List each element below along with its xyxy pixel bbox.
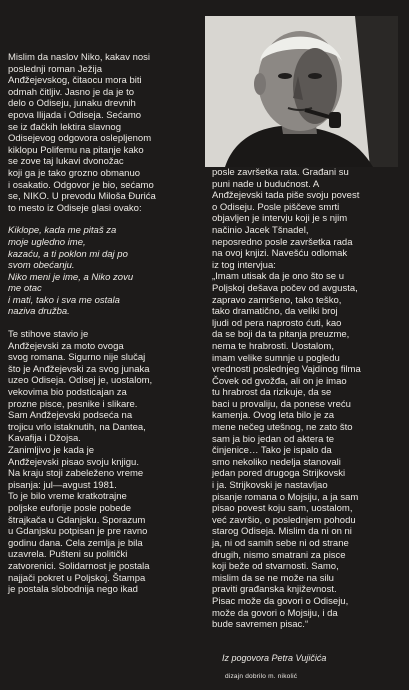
right-interview-line: ja, ni od samih sebe ni od strane — [212, 538, 349, 549]
left-body-line: Anđžejevski za moto ovoga — [8, 340, 124, 352]
right-interview-line: nema te hrabrosti. Uostalom, — [212, 340, 334, 352]
left-body-line: pisanja: jul—avgust 1981. — [8, 479, 117, 491]
left-body-line: Te stihove stavio je — [8, 329, 89, 341]
left-intro-line: Anđžejevskog, čitaocu mora biti — [8, 75, 142, 87]
right-interview-line: objavljen je intervju koji je s njim — [212, 213, 348, 225]
left-verse-line: i mati, tako i sva me ostala — [8, 294, 120, 306]
right-interview-line: smo nekoliko nedelja stanovali — [212, 456, 341, 468]
right-interview-line: već završio, o poslednjem pohodu — [212, 514, 356, 526]
left-intro-line: se, NIKO. U prevodu Miloša Đurića — [8, 191, 156, 203]
left-intro-line: odmah čitljiv. Jasno je da je to — [8, 86, 135, 98]
left-body-line: uzavrela. Pušteni su politički — [8, 549, 128, 561]
right-interview-line: tako dramatično, da veliki broj — [212, 306, 338, 318]
left-body-line: Na kraju stoji zabeleženo vreme — [8, 468, 144, 480]
left-body-line: zatvorenici. Solidarnost je postala — [8, 560, 150, 572]
author-portrait — [205, 16, 398, 167]
left-body-line: poljske euforije posle pobede — [8, 502, 132, 514]
right-interview-line: neposredno posle završetka rada — [212, 236, 353, 248]
left-body-line: Zanimljivo je kada je — [8, 445, 95, 456]
right-interview-line: činjenice… Tako je ispalo da — [212, 445, 332, 457]
right-interview-line: na ovoj knjizi. Navešću odlomak — [212, 248, 348, 260]
left-intro-line: to mesto iz Odiseje glasi ovako: — [8, 202, 142, 214]
right-interview-line: i ja. Strijkovski je nastavljao — [212, 480, 328, 492]
right-interview-line: koji beže od stvarnosti. Samo, — [212, 561, 339, 573]
left-verse-line: me otac — [8, 283, 42, 295]
right-interview-line: Anđžejevski tada piše svoju povest — [212, 190, 360, 202]
right-interview-line: Pisac može da govori o Odiseju, — [212, 595, 349, 607]
right-interview-line: baci u provaliju, da ponese vreću — [212, 398, 351, 410]
right-interview-line: puni nade u budućnost. A — [212, 178, 320, 190]
right-interview-line: vrednosti poslednjeg Vajdinog filma — [212, 364, 361, 376]
left-paragraph-intro — [8, 52, 207, 214]
left-body-line: uzeo Odiseja. Odisej je, uostalom, — [8, 375, 153, 387]
right-text-column — [212, 167, 398, 631]
left-intro-line: i osakatio. Odgovor je bio, sećamo — [8, 179, 154, 191]
right-interview-line: imam velike sumnje u pogledu — [212, 352, 340, 364]
left-verse-line: Niko meni je ime, a Niko zovu — [8, 271, 134, 283]
right-interview-line: o Odiseju. Posle piščeve smrti — [212, 201, 340, 213]
left-body-line: u Gdanjsku potpisan je pre ravno — [8, 526, 148, 538]
left-intro-line: poslednji roman Ježija — [8, 63, 102, 75]
right-interview-line: Čovek od gvožđa, ali on je imao — [212, 375, 347, 387]
left-body-line: vekovima bio podsticajan za — [8, 387, 127, 399]
right-interview-line: pisanje romana o Mojsiju, a ja sam — [212, 491, 359, 503]
right-interview-line: „Imam utisak da je ono što se u — [212, 271, 345, 283]
right-interview-line: sam ja bio jedan od aktera te — [212, 433, 334, 445]
right-interview-line: ljudi od pera naprosto ćuti, kao — [212, 317, 342, 329]
right-interview-line: pisao povest koju sam, uostalom, — [212, 503, 353, 515]
left-body-line: prozne pisce, pesnike i slikare. — [8, 398, 138, 410]
left-body-line: godinu dana. Cela zemlja je bila — [8, 537, 143, 549]
left-verse-quote — [8, 225, 207, 318]
author-portrait-image — [205, 16, 398, 167]
right-interview-line: bude savremen pisac.“ — [212, 619, 309, 631]
left-intro-line: Mislim da naslov Niko, kakav nosi — [8, 52, 151, 63]
right-interview-line: tu hrabrost da rizikuje, da se — [212, 387, 332, 399]
left-intro-line: kiklopu Polifemu na pitanje kako — [8, 144, 144, 156]
left-body-line: trojicu vrlo istaknutih, na Dantea, — [8, 421, 146, 433]
left-verse-line: svom obećanju. — [8, 260, 75, 272]
left-intro-line: Odisejevog odgovora oslepljenom — [8, 133, 152, 145]
left-body-line: svog romana. Sigurno nije slučaj — [8, 352, 146, 364]
right-interview-line: iz tog intervjua: — [212, 259, 276, 271]
right-interview-line: posle završetka rata. Građani su — [212, 167, 349, 178]
left-body-line: To je bilo vreme kratkotrajne — [8, 491, 127, 503]
right-interview-line: drugih, nismo smatrani za pisce — [212, 549, 346, 561]
left-intro-line: se zove taj lukavi dvonožac — [8, 156, 124, 168]
right-paragraph-interview — [212, 167, 398, 631]
left-intro-line: koji ga je tako grozno obmanuo — [8, 167, 141, 179]
right-interview-line: mislim da se ne može na silu — [212, 572, 334, 584]
right-interview-line: kamenja. Ovog leta bilo je za — [212, 410, 334, 422]
right-interview-line: da se boji da ta pitanja preuzme, — [212, 329, 350, 341]
left-text-column — [8, 52, 207, 596]
left-paragraph-body — [8, 329, 207, 596]
left-body-line: najjači pokret u Poljskoj. Štampa — [8, 572, 146, 584]
right-interview-line: starog Odiseja. Mislim da ni on ni — [212, 526, 352, 538]
left-intro-line: se iz đačkih lektira slavnog — [8, 121, 121, 133]
left-body-line: je postala slobodnija nego ikad — [8, 584, 138, 596]
right-interview-line: zapravo zamršeno, tako teško, — [212, 294, 342, 306]
left-body-line: Anđžejevski pisao svoju knjigu. — [8, 456, 139, 468]
right-interview-line: može da govori o Mojsiju, i da — [212, 607, 338, 619]
left-body-line: štrajkača u Gdanjsku. Sporazum — [8, 514, 146, 526]
left-verse-line: moje ugledno ime, — [8, 236, 86, 248]
left-verse-line: naziva družba. — [8, 306, 70, 318]
source-credit: Iz pogovora Petra Vujičića — [222, 653, 327, 663]
left-verse-line: kazaću, a ti poklon mi daj po — [8, 248, 128, 260]
right-interview-line: načinio Jacek Tšnadel, — [212, 224, 309, 236]
right-interview-line: praviti građanska književnost. — [212, 584, 337, 596]
left-body-line: što je Anđžejevski za svog junaka — [8, 363, 150, 375]
left-verse-line: Kiklope, kada me pitaš za — [8, 225, 117, 237]
right-interview-line: mene nečeg utešnog, ne zato što — [212, 422, 353, 434]
design-credit: dizajn dobrilo m. nikolić — [225, 673, 298, 680]
left-intro-line: epova Ilijada i Odiseja. Sećamo — [8, 109, 142, 121]
right-interview-line: jedan pored drugoga Strijkovski — [212, 468, 346, 480]
left-intro-line: delo o Odiseju, junaku drevnih — [8, 98, 136, 110]
left-body-line: Kavafija i Džojsa. — [8, 433, 81, 445]
right-interview-line: Poljskoj dešava počev od avgusta, — [212, 282, 358, 294]
left-body-line: Sam Anđžejevski podseća na — [8, 410, 133, 422]
